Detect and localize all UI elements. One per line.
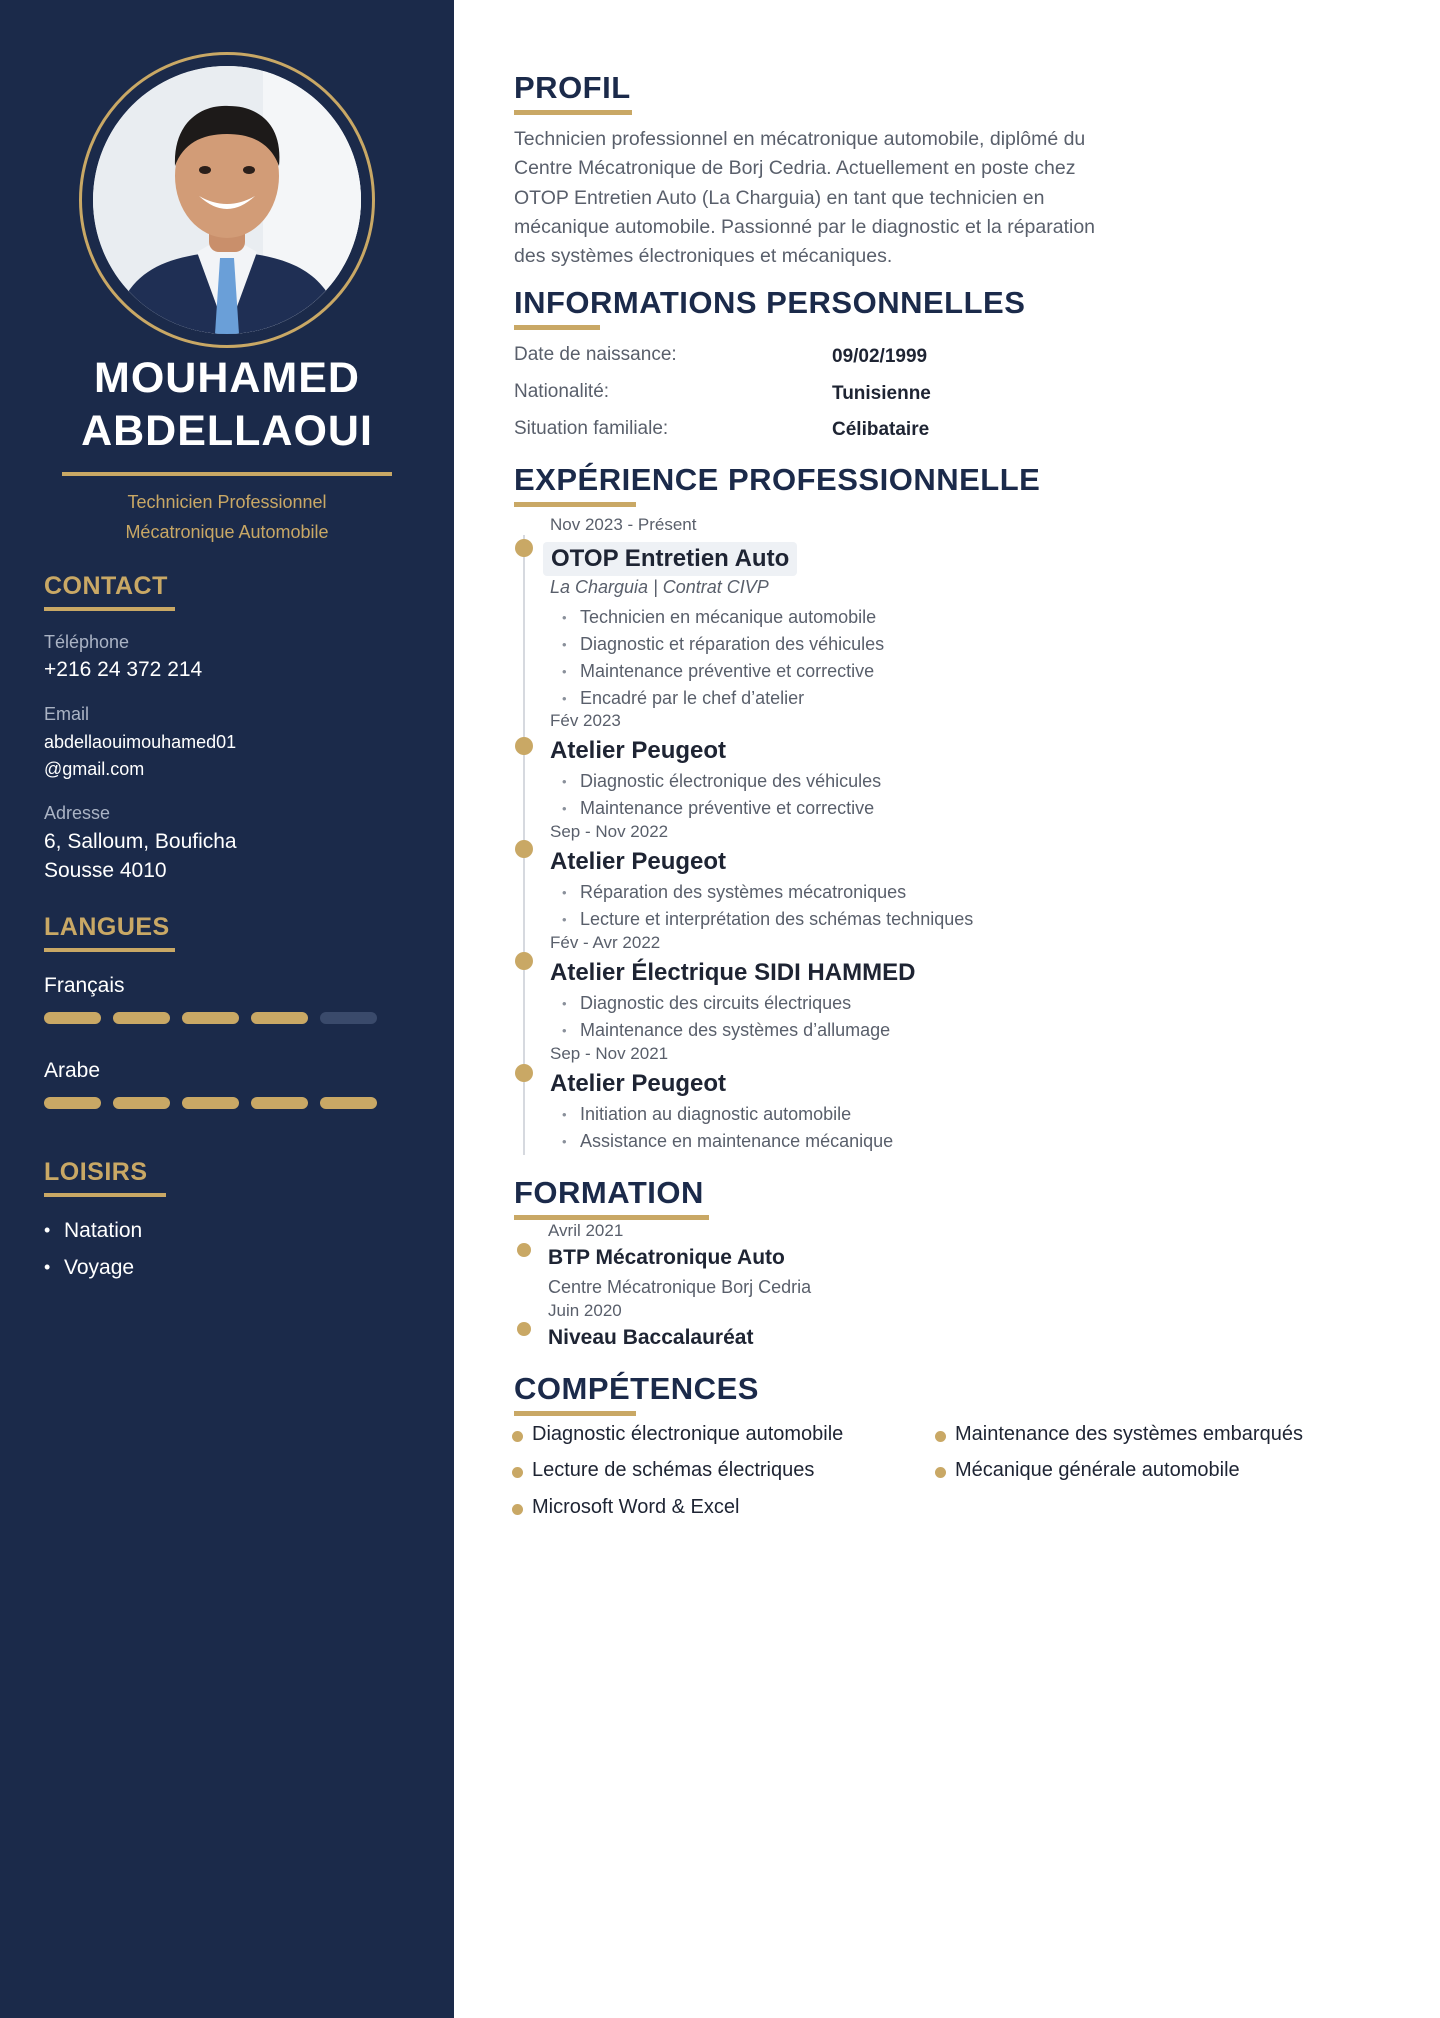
hobbies-heading bbox=[44, 1158, 148, 1187]
education-heading: FORMATION bbox=[514, 1175, 704, 1210]
list-item: • Technicien en mécanique automobile bbox=[562, 604, 884, 631]
level-dot bbox=[251, 1097, 308, 1109]
email-value[interactable] bbox=[44, 729, 236, 783]
experience-title: Atelier Électrique SIDI HAMMED bbox=[550, 959, 916, 986]
first-name: MOUHAMED bbox=[94, 354, 360, 402]
personal-info-heading-underline bbox=[514, 325, 600, 330]
address-line-2: Sousse 4010 bbox=[44, 859, 167, 882]
list-item: • Réparation des systèmes mécatroniques bbox=[562, 879, 973, 906]
job-title bbox=[0, 487, 454, 547]
level-dot-empty bbox=[320, 1012, 377, 1024]
experience-date: Fév - Avr 2022 bbox=[550, 933, 661, 952]
full-name bbox=[0, 352, 454, 458]
education-title: BTP Mécatronique Auto bbox=[548, 1246, 785, 1269]
languages-heading bbox=[44, 913, 170, 942]
experience-bullets bbox=[562, 1101, 893, 1155]
address-label: Adresse bbox=[44, 803, 111, 823]
phone-value[interactable]: +216 24 372 214 bbox=[44, 658, 203, 681]
contact-heading-text: CONTACT bbox=[44, 572, 168, 600]
education-date: Avril 2021 bbox=[548, 1221, 624, 1240]
profile-photo bbox=[93, 66, 361, 334]
level-dot bbox=[320, 1097, 377, 1109]
experience-bullets bbox=[562, 768, 881, 822]
sidebar bbox=[0, 0, 454, 2018]
list-item: • Diagnostic électronique des véhicules bbox=[562, 768, 881, 795]
level-dot bbox=[113, 1012, 170, 1024]
skills-heading-underline bbox=[514, 1411, 636, 1416]
experience-date: Fév 2023 bbox=[550, 711, 621, 730]
education-title: Niveau Baccalauréat bbox=[548, 1326, 754, 1349]
profile-summary: Technicien professionnel en mécatronique automobile, diplômé du Centre Mécatronique de Borj Cedria. Actuellement en poste chez OTOP Entretien Auto (La Charguia) en tant que technicien en mécanique automobile. Passionné par le diagnostic et la réparation des systèmes électroniques et mécaniques. bbox=[514, 128, 1096, 268]
address-value bbox=[44, 827, 237, 885]
birthdate-value: 09/02/1999 bbox=[832, 346, 928, 367]
hobbies-heading-underline bbox=[44, 1193, 166, 1197]
languages-heading-text: LANGUES bbox=[44, 913, 170, 941]
level-dot bbox=[113, 1097, 170, 1109]
last-name: ABDELLAOUI bbox=[81, 407, 373, 455]
job-title-line-2: Mécatronique Automobile bbox=[125, 522, 329, 542]
job-title-line-1: Technicien Professionnel bbox=[127, 492, 327, 512]
timeline-dot bbox=[517, 1322, 531, 1336]
skills-heading: COMPÉTENCES bbox=[514, 1371, 759, 1406]
list-item: • Maintenance préventive et corrective bbox=[562, 658, 884, 685]
marital-status-value: Célibataire bbox=[832, 419, 930, 440]
language-name: Arabe bbox=[44, 1059, 101, 1082]
timeline-dot bbox=[515, 737, 533, 755]
skill-item: Diagnostic électronique automobile bbox=[510, 1423, 843, 1446]
language-level-french bbox=[44, 1012, 377, 1024]
timeline-dot bbox=[517, 1243, 531, 1257]
experience-date: Sep - Nov 2022 bbox=[550, 822, 669, 841]
skill-item: Maintenance des systèmes embarqués bbox=[933, 1423, 1303, 1446]
experience-bullets bbox=[562, 879, 973, 933]
experience-date: Nov 2023 - Présent bbox=[550, 515, 697, 534]
name-divider bbox=[62, 472, 392, 476]
address-line-1: 6, Salloum, Bouficha bbox=[44, 830, 237, 853]
experience-bullets bbox=[562, 990, 890, 1044]
nationality-value: Tunisienne bbox=[832, 383, 931, 404]
list-item: • Natation bbox=[44, 1212, 142, 1249]
list-item: • Maintenance préventive et corrective bbox=[562, 795, 881, 822]
hobbies-heading-text: LOISIRS bbox=[44, 1158, 148, 1186]
timeline-dot bbox=[515, 1064, 533, 1082]
level-dot bbox=[182, 1012, 239, 1024]
level-dot bbox=[251, 1012, 308, 1024]
education-school: Centre Mécatronique Borj Cedria bbox=[548, 1277, 812, 1297]
hobbies-list bbox=[44, 1212, 142, 1286]
list-item: • Encadré par le chef d’atelier bbox=[562, 685, 884, 712]
list-item: • Initiation au diagnostic automobile bbox=[562, 1101, 893, 1128]
level-dot bbox=[44, 1012, 101, 1024]
level-dot bbox=[182, 1097, 239, 1109]
experience-title: Atelier Peugeot bbox=[550, 737, 727, 764]
list-item: • Lecture et interprétation des schémas techniques bbox=[562, 906, 973, 933]
timeline-dot bbox=[515, 952, 533, 970]
skill-item: Lecture de schémas électriques bbox=[510, 1459, 814, 1482]
list-item: • Maintenance des systèmes d’allumage bbox=[562, 1017, 890, 1044]
phone-label: Téléphone bbox=[44, 632, 130, 652]
experience-company: La Charguia | Contrat CIVP bbox=[550, 577, 769, 597]
email-label: Email bbox=[44, 704, 90, 724]
language-level-arabic bbox=[44, 1097, 377, 1109]
list-item: • Diagnostic et réparation des véhicules bbox=[562, 631, 884, 658]
birthdate-label: Date de naissance: bbox=[514, 344, 677, 365]
experience-title: OTOP Entretien Auto bbox=[543, 542, 797, 576]
contact-heading bbox=[44, 572, 168, 601]
list-item: • Diagnostic des circuits électriques bbox=[562, 990, 890, 1017]
level-dot bbox=[44, 1097, 101, 1109]
experience-heading: EXPÉRIENCE PROFESSIONNELLE bbox=[514, 462, 1041, 497]
nationality-label: Nationalité: bbox=[514, 381, 610, 402]
experience-bullets bbox=[562, 604, 884, 712]
marital-status-label: Situation familiale: bbox=[514, 418, 669, 439]
education-date: Juin 2020 bbox=[548, 1301, 622, 1320]
profile-photo-frame bbox=[79, 52, 375, 348]
skill-item: Microsoft Word & Excel bbox=[510, 1496, 739, 1519]
timeline-dot bbox=[515, 539, 533, 557]
languages-heading-underline bbox=[44, 948, 175, 952]
profile-heading: PROFIL bbox=[514, 70, 631, 105]
timeline-dot bbox=[515, 840, 533, 858]
education-heading-underline bbox=[514, 1215, 709, 1220]
experience-heading-underline bbox=[514, 502, 636, 507]
experience-title: Atelier Peugeot bbox=[550, 848, 727, 875]
profile-heading-underline bbox=[514, 110, 632, 115]
avatar-illustration bbox=[93, 66, 361, 334]
experience-date: Sep - Nov 2021 bbox=[550, 1044, 669, 1063]
contact-heading-underline bbox=[44, 607, 175, 611]
email-line-1: abdellaouimouhamed01 bbox=[44, 732, 237, 752]
list-item: • Voyage bbox=[44, 1249, 142, 1286]
email-line-2: @gmail.com bbox=[44, 759, 145, 779]
language-name: Français bbox=[44, 974, 125, 997]
experience-title: Atelier Peugeot bbox=[550, 1070, 727, 1097]
personal-info-heading: INFORMATIONS PERSONNELLES bbox=[514, 285, 1026, 320]
list-item: • Assistance en maintenance mécanique bbox=[562, 1128, 893, 1155]
skill-item: Mécanique générale automobile bbox=[933, 1459, 1240, 1482]
